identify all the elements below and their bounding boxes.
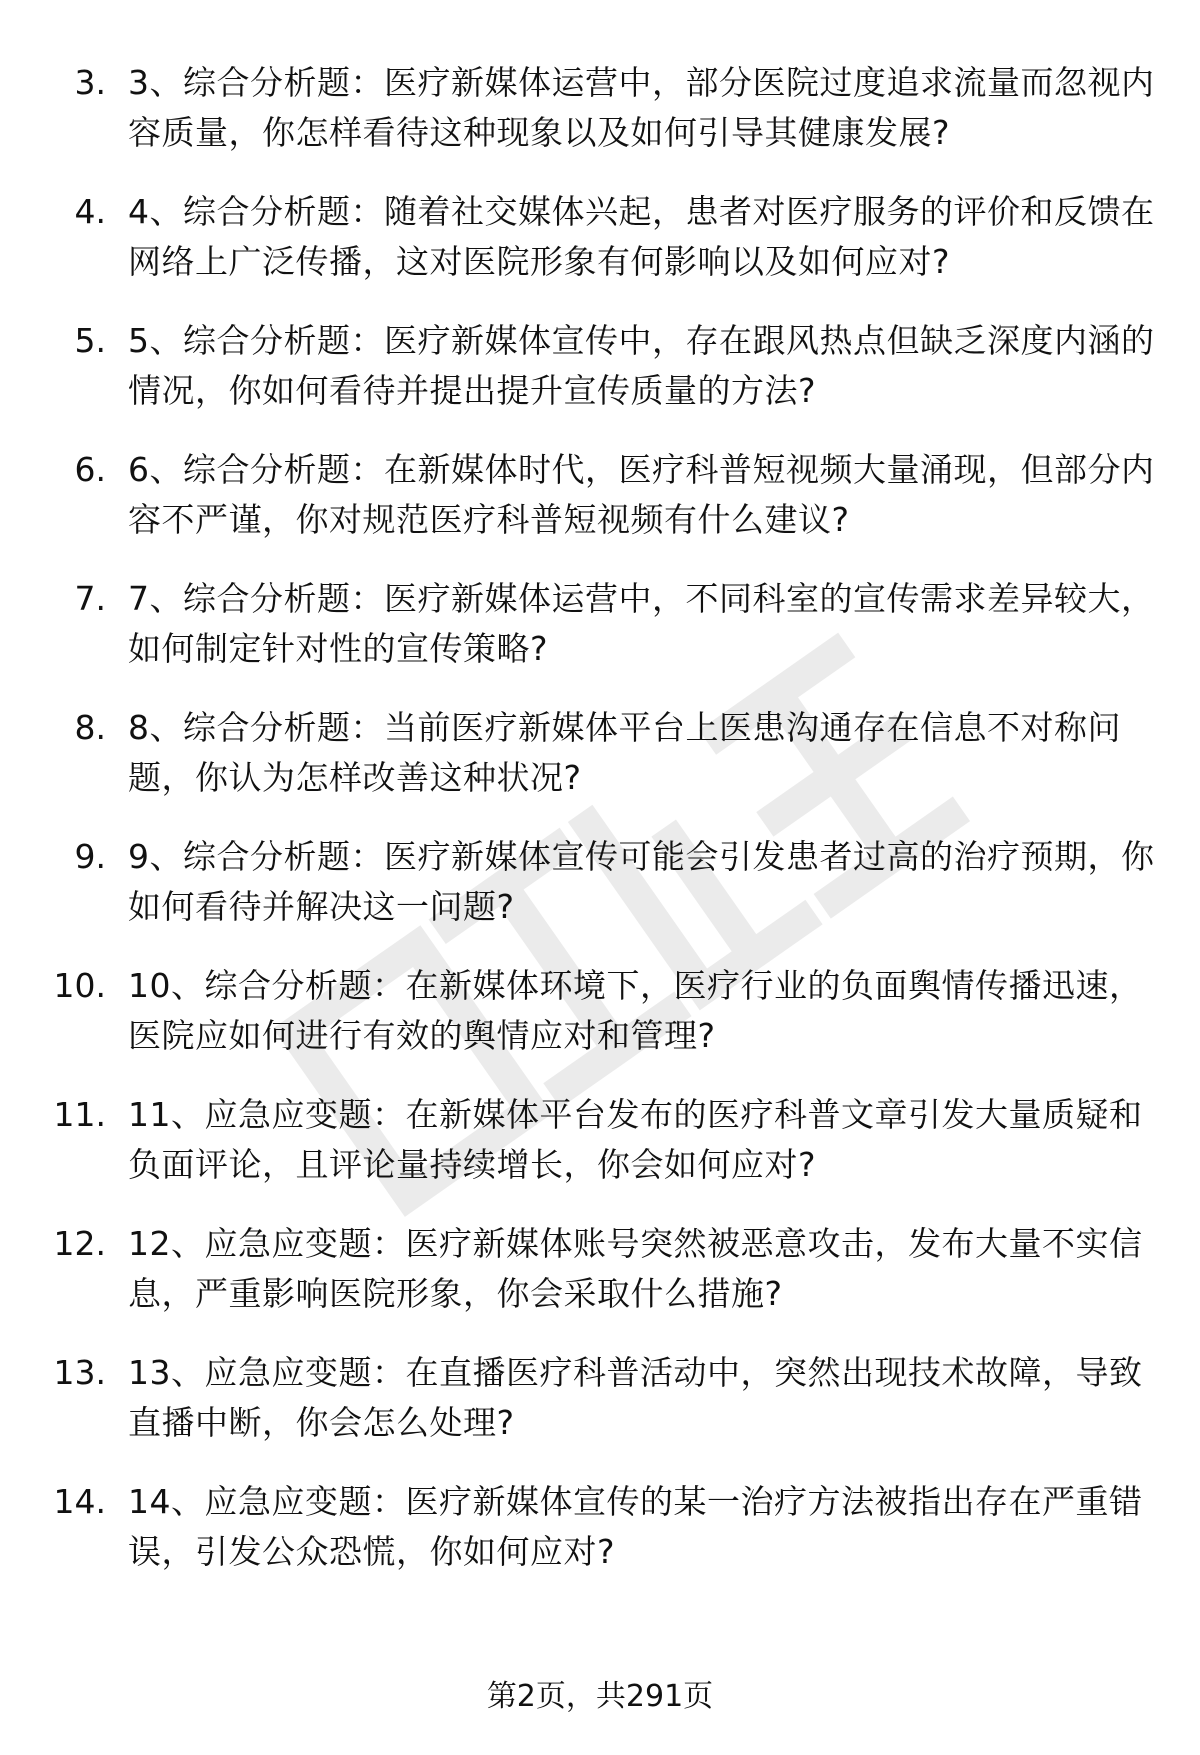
- question-number: 11.: [53, 1095, 106, 1134]
- question-item: [0, 703, 1200, 832]
- question-text: 11、应急应变题：在新媒体平台发布的医疗科普文章引发大量质疑和负面评论，且评论量持续增长，你会如何应对?: [128, 1095, 1143, 1184]
- question-item: [0, 1477, 1200, 1606]
- question-text: 14、应急应变题：医疗新媒体宣传的某一治疗方法被指出存在严重错误，引发公众恐慌，你如何应对?: [128, 1482, 1143, 1571]
- question-number: 5.: [74, 321, 106, 360]
- question-number: 3.: [74, 63, 106, 102]
- question-number: 12.: [53, 1224, 106, 1263]
- question-number: 9.: [74, 837, 106, 876]
- question-number: 6.: [74, 450, 106, 489]
- question-text: 10、综合分析题：在新媒体环境下，医疗行业的负面舆情传播迅速，医院应如何进行有效的舆情应对和管理?: [128, 966, 1143, 1055]
- page-footer: 第2页，共291页: [486, 1679, 714, 1714]
- question-item: [0, 832, 1200, 961]
- question-list: [0, 58, 1200, 1606]
- question-text: 8、综合分析题：当前医疗新媒体平台上医患沟通存在信息不对称问题，你认为怎样改善这种状况?: [128, 708, 1121, 797]
- question-item: [0, 445, 1200, 574]
- question-text: 9、综合分析题：医疗新媒体宣传可能会引发患者过高的治疗预期，你如何看待并解决这一问题?: [128, 837, 1155, 926]
- question-text: 3、综合分析题：医疗新媒体运营中，部分医院过度追求流量而忽视内容质量，你怎样看待这种现象以及如何引导其健康发展?: [128, 63, 1155, 152]
- question-number: 8.: [74, 708, 106, 747]
- question-item: [0, 961, 1200, 1090]
- question-text: 13、应急应变题：在直播医疗科普活动中，突然出现技术故障，导致直播中断，你会怎么处理?: [128, 1353, 1143, 1442]
- question-number: 4.: [74, 192, 106, 231]
- question-text: 4、综合分析题：随着社交媒体兴起，患者对医疗服务的评价和反馈在网络上广泛传播，这对医院形象有何影响以及如何应对?: [128, 192, 1155, 281]
- question-text: 6、综合分析题：在新媒体时代，医疗科普短视频大量涌现，但部分内容不严谨，你对规范医疗科普短视频有什么建议?: [128, 450, 1155, 539]
- question-number: 14.: [53, 1482, 106, 1521]
- question-item: [0, 1219, 1200, 1348]
- question-item: [0, 1348, 1200, 1477]
- question-number: 7.: [74, 579, 106, 618]
- question-number: 10.: [53, 966, 106, 1005]
- question-item: [0, 574, 1200, 703]
- question-text: 12、应急应变题：医疗新媒体账号突然被恶意攻击，发布大量不实信息，严重影响医院形象，你会采取什么措施?: [128, 1224, 1143, 1313]
- question-item: [0, 58, 1200, 187]
- question-item: [0, 316, 1200, 445]
- question-number: 13.: [53, 1353, 106, 1392]
- question-item: [0, 187, 1200, 316]
- question-item: [0, 1090, 1200, 1219]
- question-text: 5、综合分析题：医疗新媒体宣传中，存在跟风热点但缺乏深度内涵的情况，你如何看待并提出提升宣传质量的方法?: [128, 321, 1155, 410]
- question-text: 7、综合分析题：医疗新媒体运营中，不同科室的宣传需求差异较大，如何制定针对性的宣传策略?: [128, 579, 1155, 668]
